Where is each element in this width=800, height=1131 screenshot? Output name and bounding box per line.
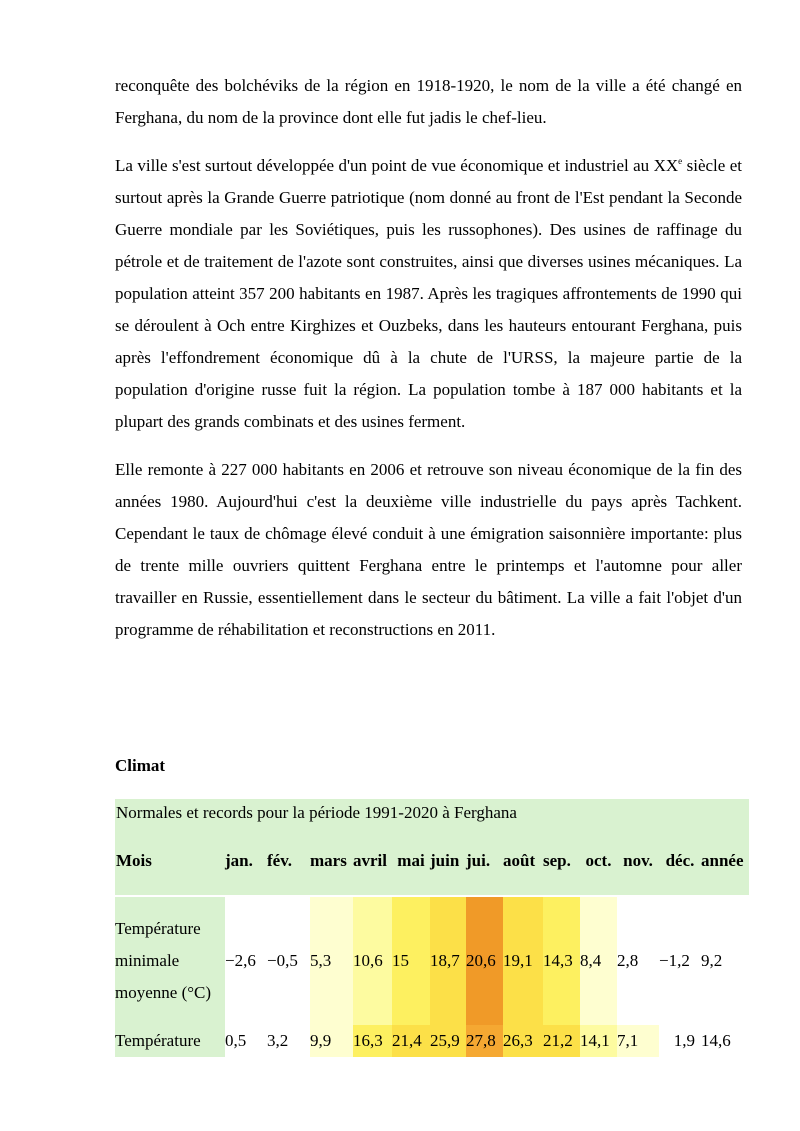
table-cell: 3,2	[267, 1025, 310, 1057]
table-cell: 21,4	[392, 1025, 430, 1057]
climate-table	[115, 827, 749, 1057]
table-cell: 1,9	[659, 1025, 701, 1057]
header-month: juin	[430, 827, 466, 895]
table-cell: 15	[392, 897, 430, 1025]
paragraph-recovery: Elle remonte à 227 000 habitants en 2006 et retrouve son niveau économique de la fin des années 1980. Aujourd'hui c'est la deuxième ville industrielle du pays après Tachkent. Cependant le taux de chômage élevé conduit à une émigration saisonnière importante: plus de trente mille ouvriers quittent Ferghana entre le printemps et l'automne pour aller travailler en Russie, essentiellement dans le secteur du bâtiment. La ville a fait l'objet d'un programme de réhabilitation et reconstructions en 2011.	[115, 460, 742, 639]
table-cell: 14,1	[580, 1025, 617, 1057]
row-label: Température minimale moyenne (°C)	[115, 897, 225, 1025]
table-header-row	[115, 827, 749, 895]
table-cell: 18,7	[430, 897, 466, 1025]
table-cell: 0,5	[225, 1025, 267, 1057]
paragraph-history: reconquête des bolchéviks de la région en 1918-1920, le nom de la ville a été changé en Ferghana, du nom de la province dont elle fut jadis le chef-lieu.	[115, 76, 742, 127]
header-month: avril	[353, 827, 392, 895]
table-cell: −0,5	[267, 897, 310, 1025]
table-cell-year: 9,2	[701, 897, 749, 1025]
header-month: oct.	[580, 827, 617, 895]
header-month: déc.	[659, 827, 701, 895]
table-row-min-temp	[115, 897, 749, 1025]
header-months-label: Mois	[115, 827, 225, 895]
header-month: mars	[310, 827, 353, 895]
table-cell: 26,3	[503, 1025, 543, 1057]
paragraph-development-rest: siècle et surtout après la Grande Guerre patriotique (nom donné au front de l'Est pendant la Seconde Guerre mondiale par les Soviétiques, puis les russophones). Des usines de raffinage du pétrole et de traitement de l'azote sont construites, ainsi que diverses usines mécaniques. La population atteint 357 200 habitants en 1987. Après les tragiques affrontements de 1990 qui se déroulent à Och entre Kirghizes et Ouzbeks, dans les hauteurs entourant Ferghana, puis après l'effondrement économique dû à la chute de l'URSS, la majeure partie de la population d'origine russe fuit la région. La population tombe à 187 000 habitants et la plupart des grands combinats et des usines ferment.	[115, 156, 742, 431]
table-cell: 20,6	[466, 897, 503, 1025]
century-superscript: e	[678, 156, 683, 166]
table-cell: −2,6	[225, 897, 267, 1025]
table-cell: 16,3	[353, 1025, 392, 1057]
header-month: fév.	[267, 827, 310, 895]
table-cell: 19,1	[503, 897, 543, 1025]
header-month: nov.	[617, 827, 659, 895]
table-cell: 10,6	[353, 897, 392, 1025]
table-row-temp	[115, 1025, 749, 1057]
row-label: Température	[115, 1025, 225, 1057]
paragraph-development-start: La ville s'est surtout développée d'un point de vue économique et industriel au XX	[115, 156, 679, 175]
table-cell: 14,3	[543, 897, 580, 1025]
table-cell: 25,9	[430, 1025, 466, 1057]
climate-table-caption: Normales et records pour la période 1991-2020 à Ferghana	[115, 799, 749, 827]
table-cell: 8,4	[580, 897, 617, 1025]
table-cell: 21,2	[543, 1025, 580, 1057]
table-cell-year: 14,6	[701, 1025, 749, 1057]
header-month: jan.	[225, 827, 267, 895]
header-month: août	[503, 827, 543, 895]
climate-table-container	[115, 799, 749, 1057]
table-cell: 5,3	[310, 897, 353, 1025]
section-title-climate: Climat	[115, 756, 166, 775]
table-cell: 2,8	[617, 897, 659, 1025]
table-cell: −1,2	[659, 897, 701, 1025]
document-page	[115, 70, 744, 1050]
header-month: jui.	[466, 827, 503, 895]
paragraph-development	[115, 150, 742, 438]
header-year: année	[701, 827, 749, 895]
header-month: mai	[392, 827, 430, 895]
table-cell: 7,1	[617, 1025, 659, 1057]
table-cell: 27,8	[466, 1025, 503, 1057]
header-month: sep.	[543, 827, 580, 895]
table-cell: 9,9	[310, 1025, 353, 1057]
